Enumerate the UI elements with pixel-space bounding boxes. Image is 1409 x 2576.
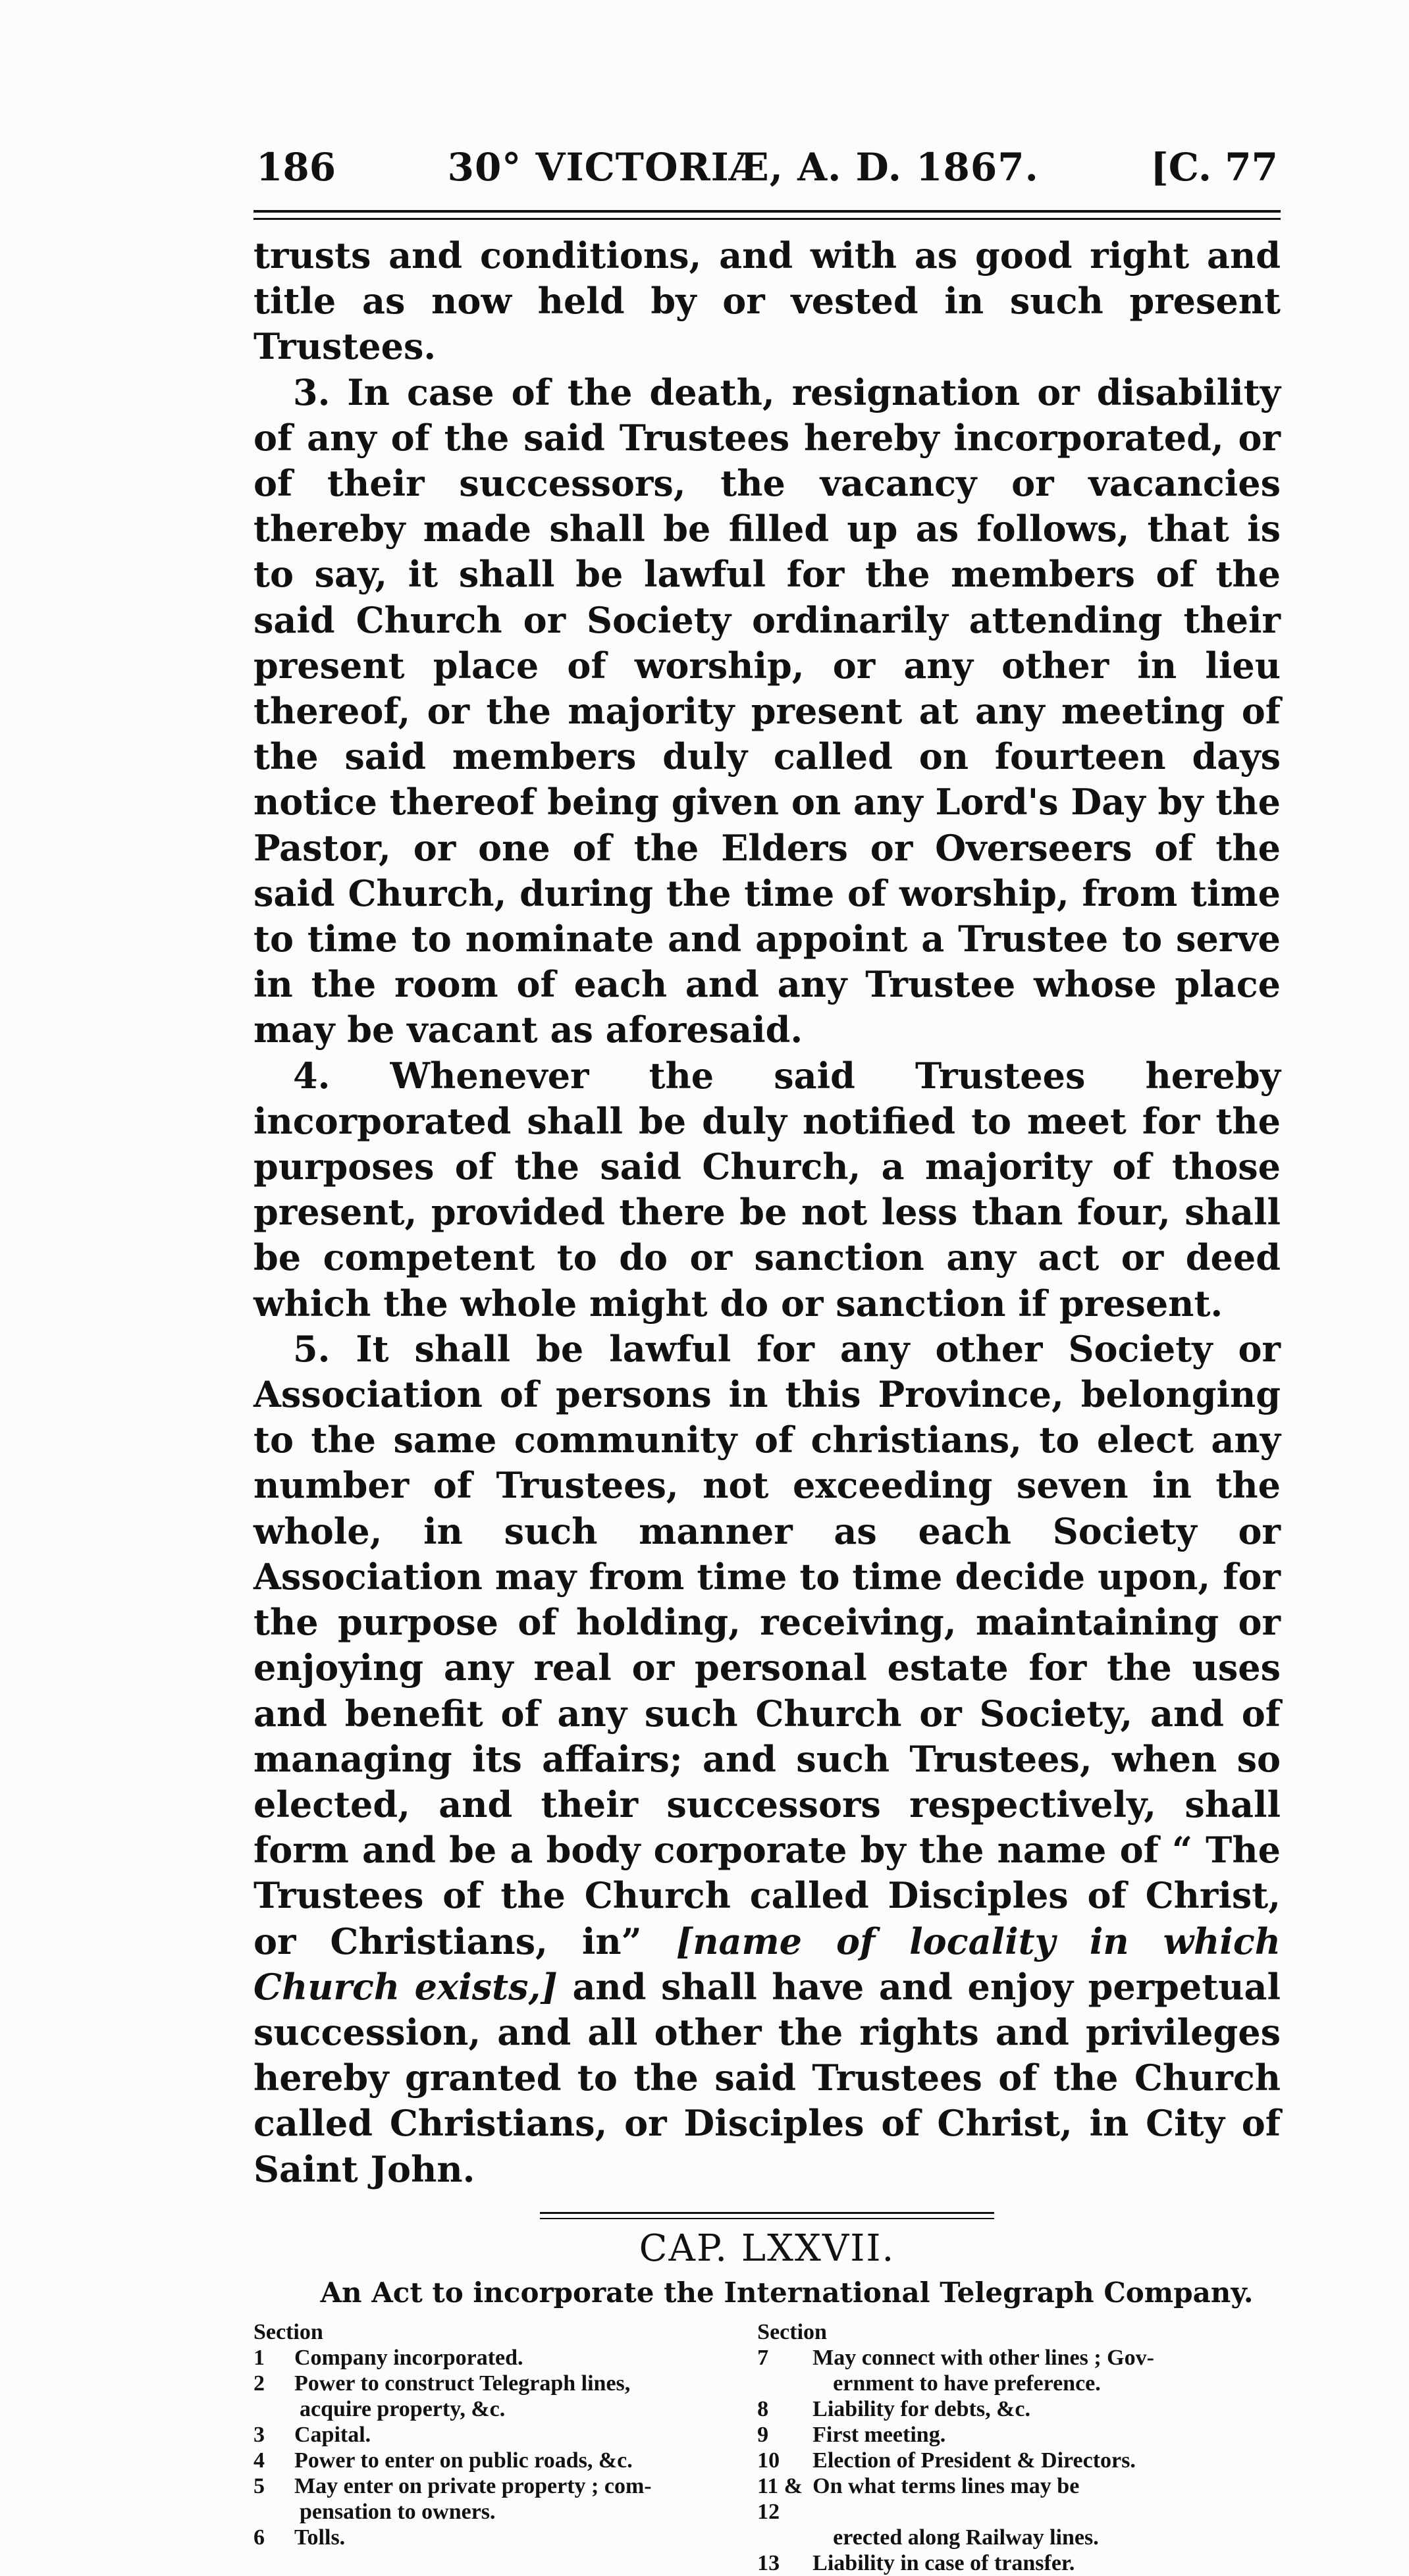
chapter-reference: [C. 77 bbox=[1150, 145, 1278, 190]
summary-item-number: 5 bbox=[253, 2473, 265, 2498]
summary-item-continuation: pensation to owners. bbox=[300, 2499, 496, 2524]
header-double-rule bbox=[253, 210, 1281, 220]
summary-item-number: 8 bbox=[757, 2396, 769, 2421]
section-4-paragraph: 4. Whenever the said Trustees hereby incorporated shall be duly notified to meet for the purposes of the said Church, a majority of those present, provided there be not less than four, shall be competent to do or sanction any act or deed which the whole might do or sanction if present. bbox=[253, 1054, 1281, 1325]
section-summary bbox=[253, 2319, 1281, 2576]
summary-item-text: Power to construct Telegraph lines, bbox=[294, 2371, 631, 2396]
summary-item-number: 2 bbox=[253, 2371, 265, 2396]
summary-item bbox=[253, 2422, 744, 2448]
act-regnal-year: 30° VICTORIÆ, A. D. 1867. bbox=[447, 145, 1039, 190]
summary-item bbox=[757, 2396, 1281, 2422]
summary-item-text: First meeting. bbox=[812, 2422, 946, 2447]
summary-item-text: Election of President & Directors. bbox=[812, 2448, 1136, 2473]
statute-body bbox=[253, 233, 1281, 2192]
summary-item bbox=[253, 2345, 744, 2371]
summary-column-left bbox=[253, 2319, 744, 2576]
summary-item bbox=[757, 2448, 1281, 2473]
act-description: An Act to incorporate the International Telegraph Company. bbox=[320, 2276, 1254, 2309]
page-number: 186 bbox=[256, 145, 336, 190]
section-3-paragraph: 3. In case of the death, resignation or disability of any of the said Trustees hereby incorporated, or of their successors, the vacancy or vacancies thereby made shall be filled up as follows, that is to say, it shall be lawful for the members of the said Church or Society ordinarily attending their present place of worship, or any other in lieu thereof, or the majority present at any meeting of the said members duly called on fourteen days notice thereof being given on any Lord's Day by the Pastor, or one of the Elders or Overseers of the said Church, during the time of worship, from time to time to nominate and appoint a Trustee to serve in the room of each and any Trustee whose place may be vacant as aforesaid. bbox=[253, 371, 1281, 1051]
summary-item-number: 9 bbox=[757, 2422, 769, 2447]
summary-column-right bbox=[757, 2319, 1281, 2576]
summary-item bbox=[253, 2448, 744, 2473]
section-5-text-a: 5. It shall be lawful for any other Society or Association of persons in this Province, belonging to the same community of christians, to elect any number of Trustees, not exceeding seven in the whole, in such manner as each Society or Association may from time to time decide upon, for the purpose of holding, receiving, maintaining or enjoying any real or personal estate for the uses and benefit of any such Church or Society, and of managing its affairs; and such Trustees, when so elected, and their successors respectively, shall form and be a body corporate by the name of “ The Trustees of the Church called Disciples of Christ, or Christians, in” bbox=[253, 1327, 1281, 1962]
chapter-double-rule bbox=[540, 2212, 994, 2219]
continuation-paragraph: trusts and conditions, and with as good right and title as now held by or vested in such present Trustees. bbox=[253, 234, 1281, 368]
summary-item-text: Tolls. bbox=[294, 2525, 346, 2550]
statute-page bbox=[253, 145, 1281, 2576]
summary-item-text: On what terms lines may be bbox=[812, 2473, 1080, 2498]
summary-item-text: Company incorporated. bbox=[294, 2345, 523, 2370]
summary-item-text: Liability in case of transfer. bbox=[812, 2550, 1075, 2575]
summary-item bbox=[757, 2422, 1281, 2448]
summary-item-number: 1 bbox=[253, 2345, 265, 2370]
summary-item bbox=[757, 2550, 1281, 2576]
summary-item-number: 4 bbox=[253, 2448, 265, 2473]
summary-item-number: 3 bbox=[253, 2422, 265, 2447]
summary-item-continuation: erected along Railway lines. bbox=[833, 2525, 1099, 2550]
summary-heading-right: Section bbox=[757, 2319, 827, 2344]
summary-item-continuation: acquire property, &c. bbox=[300, 2396, 506, 2421]
summary-item bbox=[253, 2525, 744, 2550]
summary-item-number: 7 bbox=[757, 2345, 769, 2370]
summary-item bbox=[757, 2473, 1281, 2525]
summary-item bbox=[757, 2345, 1281, 2371]
summary-item-text: May connect with other lines ; Gov- bbox=[812, 2345, 1154, 2370]
summary-item bbox=[253, 2371, 744, 2396]
summary-item bbox=[253, 2473, 744, 2499]
summary-item-continuation: ernment to have preference. bbox=[833, 2371, 1101, 2396]
summary-item-text: May enter on private property ; com- bbox=[294, 2473, 652, 2498]
chapter-title: CAP. LXXVII. bbox=[639, 2226, 895, 2270]
section-5-italic-note: [name of locality in which Church exists,] bbox=[253, 1920, 1281, 2008]
summary-item-text: Power to enter on public roads, &c. bbox=[294, 2448, 633, 2473]
summary-item-number: 11 & 12 bbox=[757, 2473, 803, 2524]
section-5-text-b: and shall have and enjoy perpetual succession, and all other the rights and privileges hereby granted to the said Trustees of the Church called Christians, or Disciples of Christ, in City of Saint John. bbox=[253, 1965, 1281, 2190]
summary-item-text: Liability for debts, &c. bbox=[812, 2396, 1031, 2421]
summary-item-number: 10 bbox=[757, 2448, 780, 2473]
summary-item-number: 6 bbox=[253, 2525, 265, 2550]
summary-item-text: Capital. bbox=[294, 2422, 371, 2447]
running-header bbox=[253, 145, 1281, 190]
summary-heading-left: Section bbox=[253, 2319, 323, 2344]
summary-item-number: 13 bbox=[757, 2550, 780, 2575]
section-5-paragraph bbox=[253, 1327, 1281, 2192]
